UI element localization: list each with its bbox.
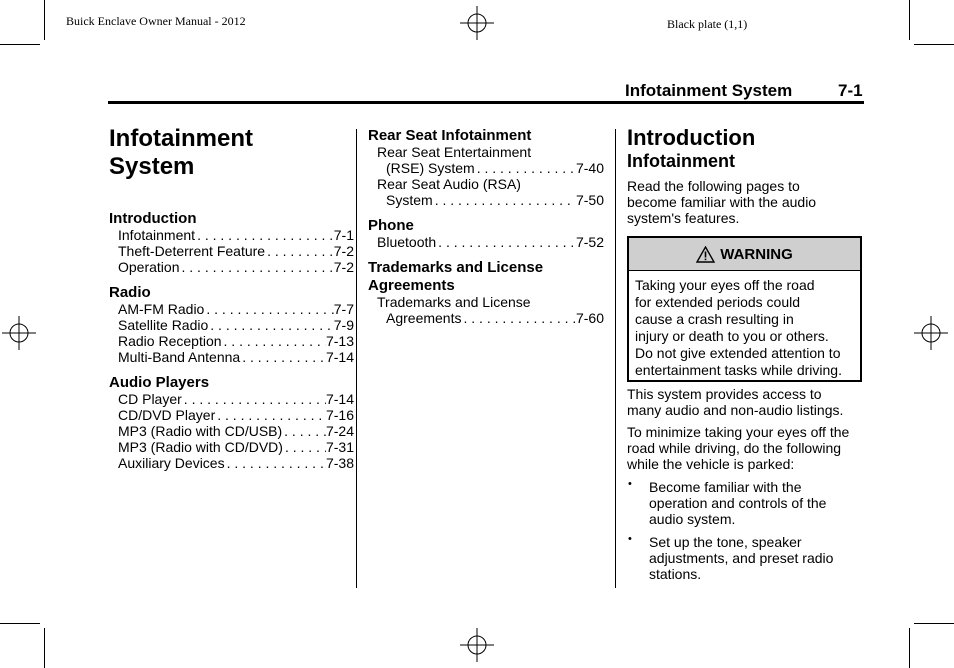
registration-mark-icon xyxy=(460,628,494,662)
toc-heading: Introduction xyxy=(109,210,197,227)
minimize-paragraph: To minimize taking your eyes off the road while driving, do the following while the vehicle is parked: xyxy=(627,424,850,472)
toc-entry[interactable]: Theft-Deterrent Feature . . . 7-2 xyxy=(118,243,354,259)
toc-entry[interactable]: Infotainment . . . 7-1 xyxy=(118,227,354,243)
toc-entry[interactable]: MP3 (Radio with CD/USB) . . . 7-24 xyxy=(118,423,354,439)
subsection-title-infotainment: Infotainment xyxy=(627,151,735,171)
toc-heading: Rear Seat Infotainment xyxy=(368,127,532,144)
column-divider xyxy=(356,129,357,588)
chapter-title: Infotainment System xyxy=(109,125,253,180)
toc-section-phone xyxy=(368,217,604,250)
bullet-icon: • xyxy=(628,533,632,545)
toc-entry-line: Rear Seat Entertainment xyxy=(377,144,532,160)
registration-mark-icon xyxy=(914,316,948,350)
access-paragraph: This system provides access to many audio and non-audio listings. xyxy=(627,386,844,418)
bullet-item: Set up the tone, speaker adjustments, and preset radio stations. xyxy=(649,534,834,582)
bullet-icon: • xyxy=(628,478,632,490)
toc-section-rear-seat xyxy=(368,127,604,208)
toc-heading: Radio xyxy=(109,284,151,301)
crop-mark xyxy=(44,628,45,668)
toc-entry-line: Rear Seat Audio (RSA) xyxy=(377,176,521,192)
crop-mark xyxy=(909,0,910,40)
toc-entry[interactable]: Satellite Radio . . . 7-9 xyxy=(118,317,354,333)
crop-mark xyxy=(0,623,40,624)
toc-entry[interactable]: Multi-Band Antenna . . . 7-14 xyxy=(118,349,354,365)
running-header-title: Infotainment System xyxy=(625,81,793,100)
toc-entry[interactable]: Bluetooth . . . 7-52 xyxy=(377,234,604,250)
warning-label: WARNING xyxy=(720,245,793,263)
intro-paragraph: Read the following pages to become familiar with the audio system's features. xyxy=(627,178,817,226)
crop-mark xyxy=(44,0,45,40)
toc-heading: Trademarks and License xyxy=(368,259,544,276)
toc-heading: Agreements xyxy=(368,277,455,294)
toc-section-introduction xyxy=(109,210,354,275)
toc-entry[interactable]: Radio Reception . . . 7-13 xyxy=(118,333,354,349)
toc-heading: Audio Players xyxy=(109,374,210,391)
toc-entry[interactable]: Operation . . . 7-2 xyxy=(118,259,354,275)
warning-box xyxy=(627,236,862,382)
toc-entry[interactable]: CD/DVD Player . . . 7-16 xyxy=(118,407,354,423)
toc-entry-line: Trademarks and License xyxy=(377,294,531,310)
warning-header xyxy=(629,238,860,271)
crop-mark xyxy=(914,44,954,45)
section-title-introduction: Introduction xyxy=(627,125,756,150)
registration-mark-icon xyxy=(460,6,494,40)
toc-entry[interactable]: AM-FM Radio . . . 7-7 xyxy=(118,301,354,317)
toc-section-radio xyxy=(109,284,354,365)
crop-mark xyxy=(0,44,40,45)
crop-mark xyxy=(909,628,910,668)
toc-entry[interactable]: MP3 (Radio with CD/DVD) . . . 7-31 xyxy=(118,439,354,455)
toc-heading: Phone xyxy=(368,217,414,234)
toc-section-audio-players xyxy=(109,374,354,471)
crop-mark xyxy=(914,623,954,624)
manual-title: Buick Enclave Owner Manual - 2012 xyxy=(66,14,246,28)
toc-entry[interactable]: Agreements . . . 7-60 xyxy=(386,310,604,326)
plate-label: Black plate (1,1) xyxy=(667,17,748,31)
toc-entry[interactable]: CD Player . . . 7-14 xyxy=(118,391,354,407)
toc-entry[interactable]: System . . . 7-50 xyxy=(386,192,604,208)
warning-triangle-icon xyxy=(696,246,715,263)
registration-mark-icon xyxy=(2,316,36,350)
toc-section-trademarks xyxy=(368,259,604,326)
toc-entry[interactable]: Auxiliary Devices . . . 7-38 xyxy=(118,455,354,471)
warning-text: Taking your eyes off the road for extended periods could cause a crash resulting in injury or death to you or others. Do not give extended attention to entertainment tasks while driving. xyxy=(635,277,842,378)
page-number: 7-1 xyxy=(838,81,863,100)
bullet-item: Become familiar with the operation and controls of the audio system. xyxy=(649,479,827,527)
column-divider xyxy=(615,129,616,588)
header-rule xyxy=(108,101,864,104)
toc-entry[interactable]: (RSE) System . . . 7-40 xyxy=(386,160,604,176)
